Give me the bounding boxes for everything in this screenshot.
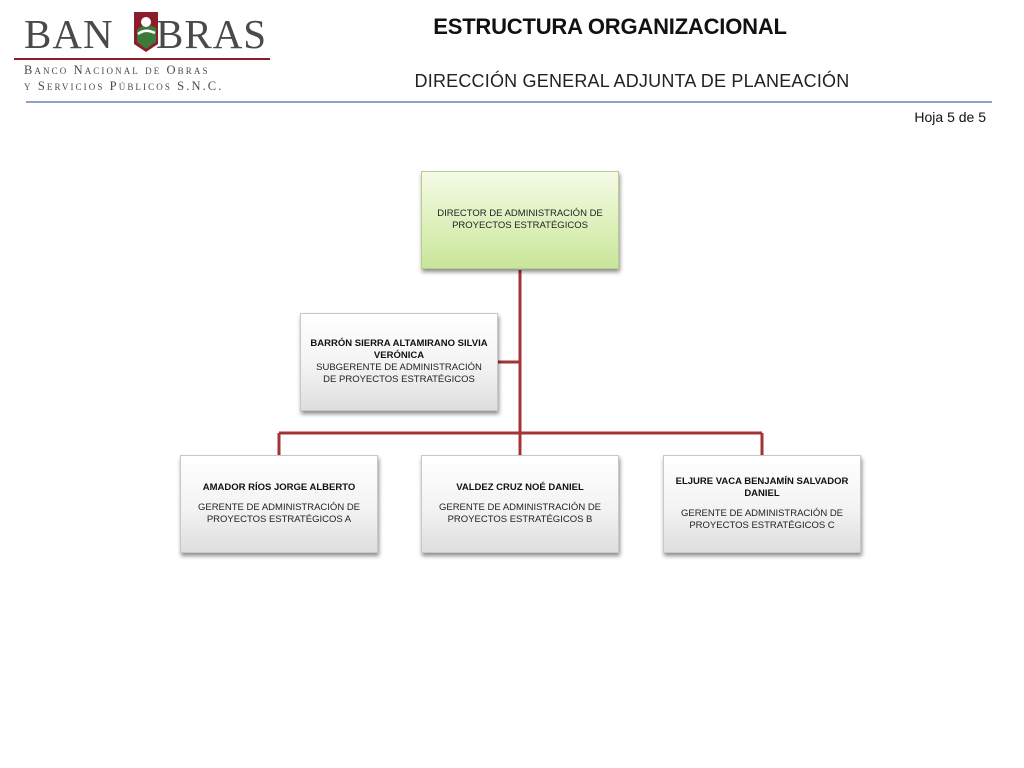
- subgerente-title: SUBGERENTE DE ADMINISTRACIÓN DE PROYECTOS ESTRATÉGICOS: [316, 362, 482, 385]
- org-node-gerente-a: [180, 455, 378, 553]
- gerente-a-name: AMADOR RÍOS JORGE ALBERTO: [202, 482, 356, 493]
- gerente-c-title: GERENTE DE ADMINISTRACIÓN DE PROYECTOS ESTRATÉGICOS C: [680, 508, 844, 531]
- page-subtitle: DIRECCIÓN GENERAL ADJUNTA DE PLANEACIÓN: [414, 71, 850, 91]
- org-node-subgerente: [300, 313, 498, 411]
- logo-wordmark-right: BRAS: [156, 11, 268, 57]
- logo-subtitle-line2: y Servicios Públicos S.N.C.: [24, 79, 224, 93]
- gerente-c-name: ELJURE VACA BENJAMÍN SALVADOR DANIEL: [675, 476, 849, 499]
- logo-wordmark-left: BAN: [24, 11, 114, 57]
- page-number: Hoja 5 de 5: [914, 109, 986, 125]
- org-node-gerente-c: [663, 455, 861, 553]
- org-node-gerente-b: [421, 455, 619, 553]
- subgerente-name: BARRÓN SIERRA ALTAMIRANO SILVIA VERÓNICA: [310, 338, 488, 361]
- gerente-a-title: GERENTE DE ADMINISTRACIÓN DE PROYECTOS ESTRATÉGICOS A: [197, 502, 361, 525]
- page-title: ESTRUCTURA ORGANIZACIONAL: [433, 14, 787, 39]
- logo-subtitle-line1: Banco Nacional de Obras: [24, 63, 210, 77]
- org-node-director: [421, 171, 619, 269]
- gerente-b-name: VALDEZ CRUZ NOÉ DANIEL: [456, 482, 584, 493]
- gerente-b-title: GERENTE DE ADMINISTRACIÓN DE PROYECTOS ESTRATÉGICOS B: [438, 502, 602, 525]
- director-title: DIRECTOR DE ADMINISTRACIÓN DE PROYECTOS ESTRATÉGICOS: [437, 208, 603, 231]
